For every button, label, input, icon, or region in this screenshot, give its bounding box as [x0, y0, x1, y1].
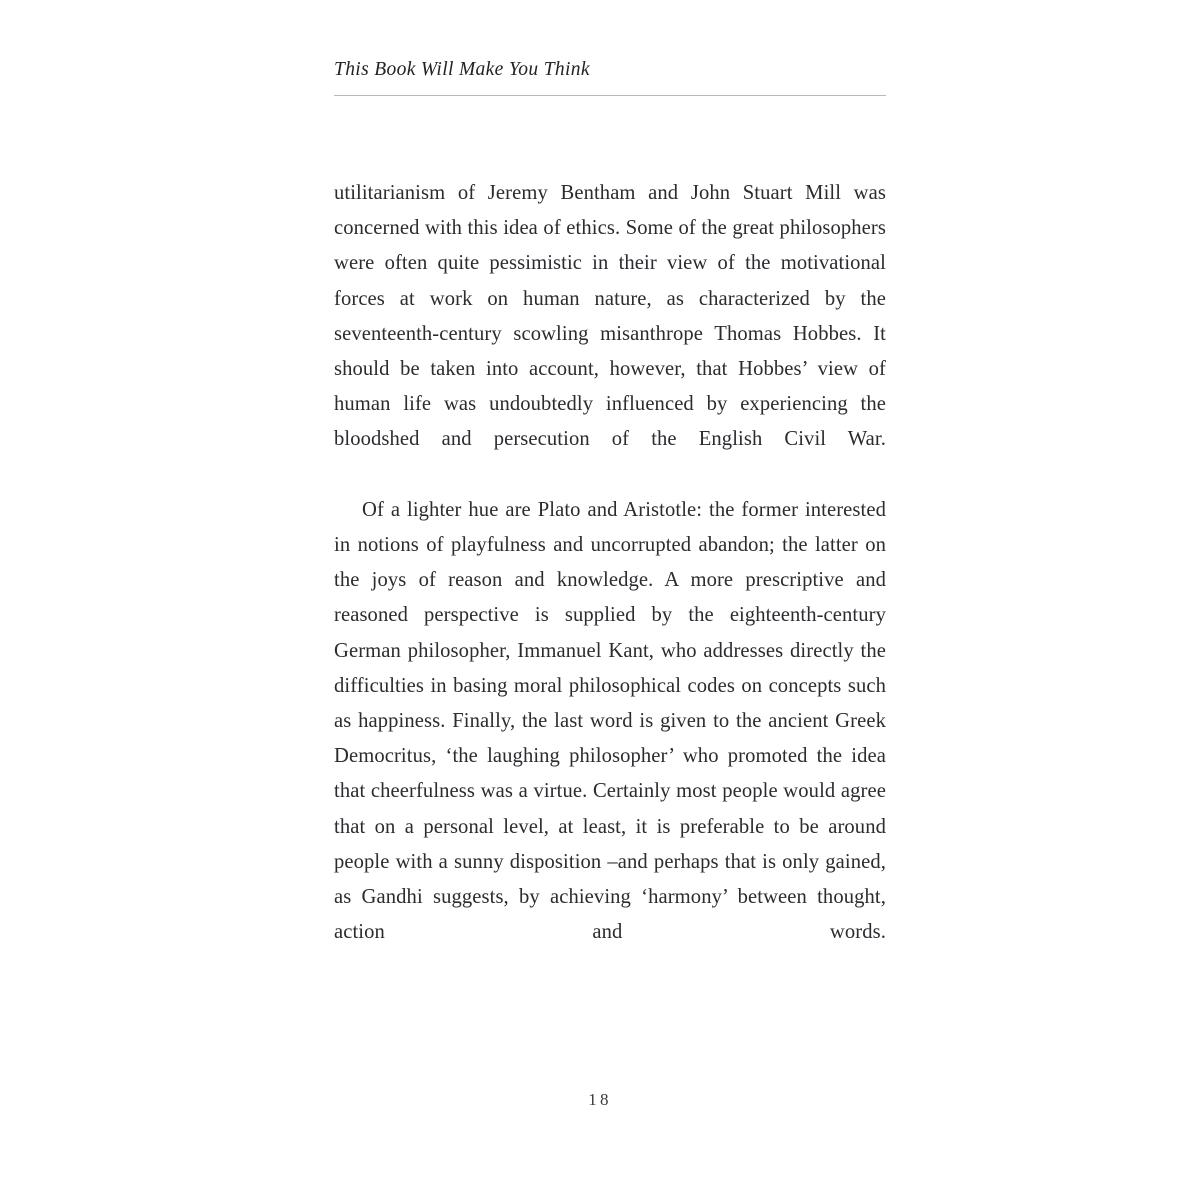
running-head-title: This Book Will Make You Think: [334, 59, 590, 80]
paragraph: utilitarianism of Jeremy Bentham and John Stuart Mill was concerned with this idea of ethics. Some of the great philosophers were often quite pessimistic in their view of the motivational forces at work on human nature, as characterized by the seventeenth-century scowling misanthrope Thomas Hobbes. It should be taken into account, however, that Hobbes’ view of human life was undoubtedly influenced by experiencing the bloodshed and persecution of the English Civil War.: [334, 182, 886, 451]
header-divider-rule: [334, 95, 886, 96]
page-number: 18: [588, 1090, 612, 1109]
folio: [0, 1090, 1200, 1110]
running-head: [334, 58, 886, 81]
body-text-block: [334, 176, 886, 986]
paragraph: Of a lighter hue are Plato and Aristotle: the former interested in notions of playfulness and uncorrupted abandon; the latter on the joys of reason and knowledge. A more prescriptive and reasoned perspective is supplied by the eighteenth-century German philosopher, Immanuel Kant, who addresses directly the difficulties in basing moral philosophical codes on concepts such as happiness. Finally, the last word is given to the ancient Greek Democritus, ‘the laughing philosopher’ who promoted the idea that cheerfulness was a virtue. Certainly most people would agree that on a personal level, at least, it is preferable to be around people with a sunny disposition –and perhaps that is only gained, as Gandhi suggests, by achieving ‘harmony’ between thought, action and words.: [334, 498, 886, 944]
